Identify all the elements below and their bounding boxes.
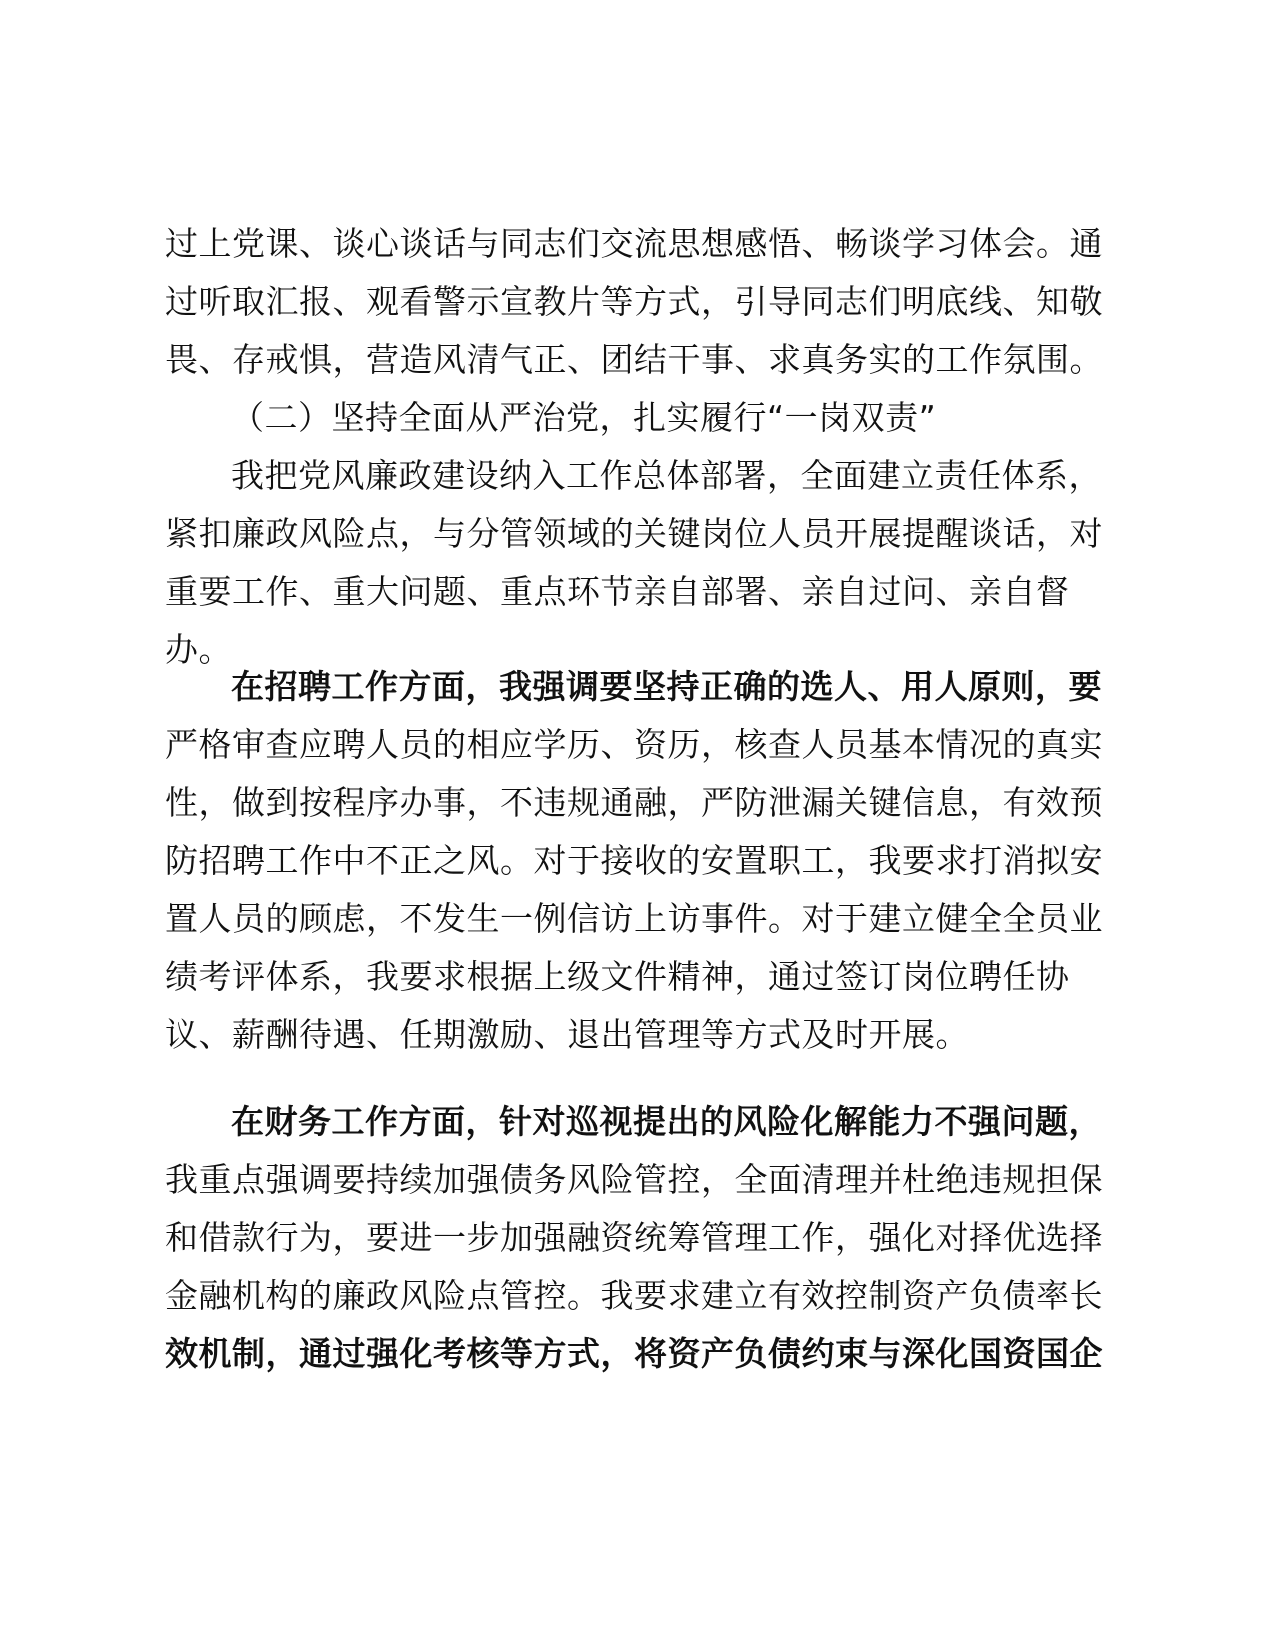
text-line: 在招聘工作方面，我强调要坚持正确的选人、用人原则，要 — [231, 667, 1102, 706]
paragraph-4 — [165, 1093, 1105, 1383]
text-line: 性，做到按程序办事，不违规通融，严防泄漏关键信息，有效预 — [165, 783, 1103, 822]
text-line: 效机制，通过强化考核等方式，将资产负债约束与深化国资国企 — [165, 1334, 1103, 1373]
text-line: 我重点强调要持续加强债务风险管控，全面清理并杜绝违规担保 — [165, 1160, 1103, 1199]
text-line: 办。 — [165, 630, 232, 669]
text-line: 金融机构的廉政风险点管控。我要求建立有效控制资产负债率长 — [165, 1276, 1103, 1315]
text-line: 防招聘工作中不正之风。对于接收的安置职工，我要求打消拟安 — [165, 841, 1103, 880]
text-line: 我把党风廉政建设纳入工作总体部署，全面建立责任体系， — [231, 456, 1102, 495]
text-line: 畏、存戒惧，营造风清气正、团结干事、求真务实的工作氛围。 — [165, 340, 1103, 379]
section-heading: （二）坚持全面从严治党，扎实履行“一岗双责” — [231, 398, 937, 437]
text-line: 议、薪酬待遇、任期激励、退出管理等方式及时开展。 — [165, 1015, 969, 1054]
text-line: 过上党课、谈心谈话与同志们交流思想感悟、畅谈学习体会。通 — [165, 224, 1103, 263]
text-line: 在财务工作方面，针对巡视提出的风险化解能力不强问题， — [231, 1102, 1102, 1141]
text-line: 严格审查应聘人员的相应学历、资历，核查人员基本情况的真实 — [165, 725, 1103, 764]
section-heading-block — [165, 389, 1105, 447]
text-line: 过听取汇报、观看警示宣教片等方式，引导同志们明底线、知敬 — [165, 282, 1103, 321]
paragraph-1 — [165, 215, 1105, 389]
text-line: 重要工作、重大问题、重点环节亲自部署、亲自过问、亲自督 — [165, 572, 1070, 611]
text-line: 和借款行为，要进一步加强融资统筹管理工作，强化对择优选择 — [165, 1218, 1103, 1257]
paragraph-3 — [165, 658, 1105, 1064]
text-line: 紧扣廉政风险点，与分管领域的关键岗位人员开展提醒谈话，对 — [165, 514, 1103, 553]
text-line: 置人员的顾虑，不发生一例信访上访事件。对于建立健全全员业 — [165, 899, 1103, 938]
text-line: 绩考评体系，我要求根据上级文件精神，通过签订岗位聘任协 — [165, 957, 1070, 996]
paragraph-2 — [165, 447, 1105, 679]
